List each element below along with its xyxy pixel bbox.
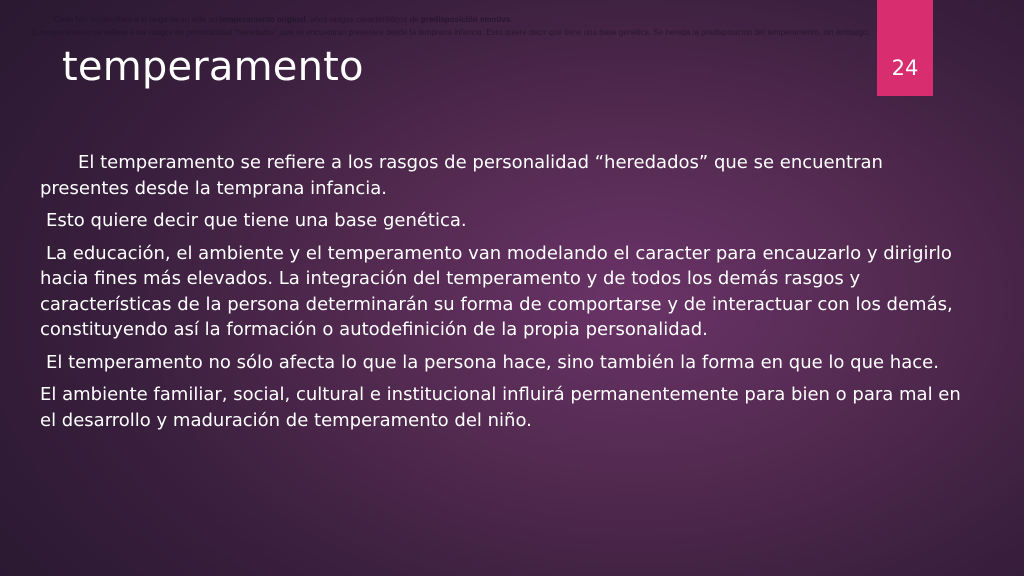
slide-body bbox=[40, 150, 970, 440]
notes-line-2: El temperamento se refiere a los rasgos de personalidad "heredados" que se encuentran presentes desde la temprana infancia. Esto quiere decir que tiene una base genética. Se hereda la predisposición del temperamento, sin embargo, bbox=[31, 28, 870, 37]
notes-line-1-bold-b: predisposición emotiva bbox=[420, 15, 511, 24]
paragraph-1: El temperamento se refiere a los rasgos de personalidad “heredados” que se encuentran presentes desde la temprana infancia. bbox=[40, 152, 883, 199]
faded-speaker-notes bbox=[0, 14, 1024, 44]
notes-line-1-bold-a: temperamento original bbox=[219, 15, 306, 24]
slide-title: temperamento bbox=[62, 44, 364, 90]
notes-line-1-text-b: , unos rasgos característicos de bbox=[305, 15, 421, 24]
page-number-badge bbox=[877, 0, 933, 96]
page-number: 24 bbox=[891, 56, 919, 80]
paragraph-3: La educación, el ambiente y el temperamento van modelando el caracter para encauzarlo y dirigirlo hacia fines más elevados. La integración del temperamento y de todos los demás rasgos y características de la persona determinarán su forma de comportarse y de interactuar con los demás, constituyendo así la formación o autodefinición de la propia personalidad. bbox=[40, 242, 953, 340]
paragraph-4: El temperamento no sólo afecta lo que la persona hace, sino también la forma en que lo que hace. bbox=[46, 351, 939, 373]
paragraph-2: Esto quiere decir que tiene una base genética. bbox=[46, 210, 467, 231]
paragraph-5: El ambiente familiar, social, cultural e institucional influirá permanentemente para bien o para mal en el desarrollo y maduración de temperamento del niño. bbox=[40, 384, 961, 431]
notes-line-1-text-a: Cada hijo desarrollará a lo largo de su vida un bbox=[54, 15, 220, 24]
notes-line-1-text-c: . bbox=[510, 15, 513, 24]
notes-line-1 bbox=[54, 14, 512, 25]
